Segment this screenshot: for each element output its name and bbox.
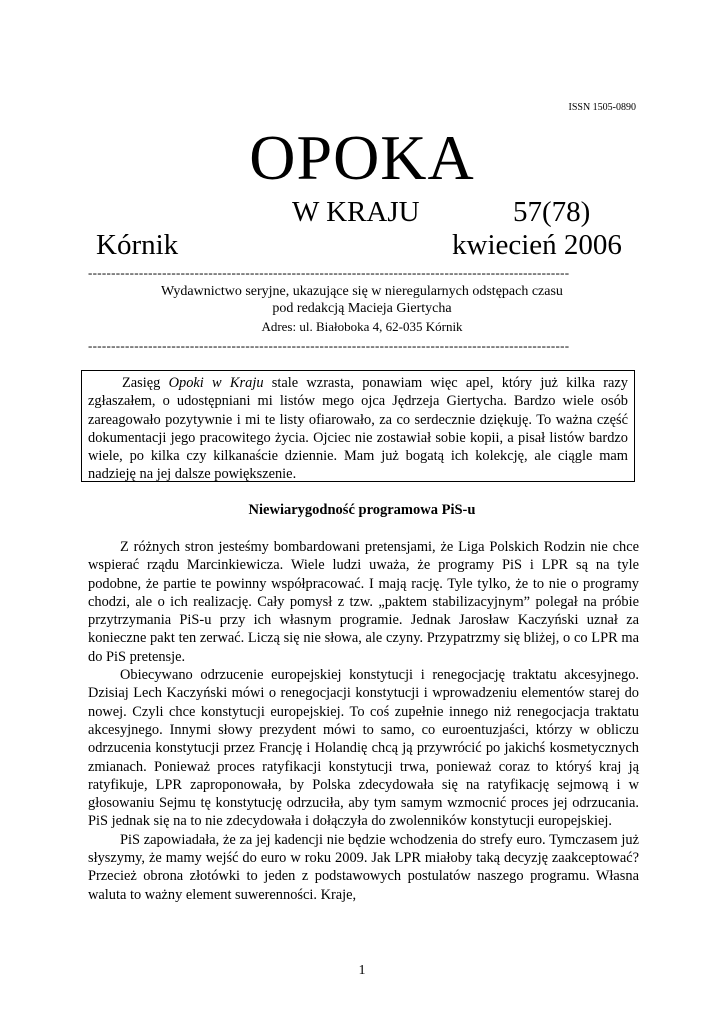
notice-box [81, 370, 635, 482]
notice-text-start: Zasięg [122, 375, 169, 391]
dashed-divider-top: -------------------------------------------------------------------------------------------------------- [88, 266, 570, 280]
article-heading: Niewiarygodność programowa PiS-u [248, 502, 476, 518]
notice-text [88, 374, 628, 484]
issue-number: 57(78) [513, 196, 591, 228]
publisher-line-2: pod redakcją Macieja Giertycha [272, 301, 452, 316]
publication-date: kwiecień 2006 [452, 229, 622, 261]
masthead-subtitle: W KRAJU [292, 196, 420, 228]
issn-number: ISSN 1505-0890 [568, 102, 636, 113]
page-number: 1 [358, 963, 366, 978]
article-body [88, 538, 639, 904]
masthead-title: OPOKA [249, 122, 475, 193]
publication-city: Kórnik [96, 229, 179, 261]
publisher-line-1: Wydawnictwo seryjne, ukazujące się w nieregularnych odstępach czasu [161, 284, 563, 299]
article-paragraph-2: Obiecywano odrzucenie europejskiej konstytucji i renegocjację traktatu akcesyjnego. Dzisiaj Lech Kaczyński mówi o renegocjacji konstytucji i wprowadzeniu elementów starej do nowej. Czyli chce konstytucji europejskiej. To coś zupełnie innego niż renegocjacja traktatu akcesyjnego. Innymi słowy prezydent mówi to samo, co euroentuzjaści, którzy w obliczu odrzucenia konstytucji przez Francję i Holandię chcą ją przywrócić po jakichś kosmetycznych zmianach. Ponieważ proces ratyfikacji konstytucji trwa, ponieważ coraz to któryś kraj ją ratyfikuje, LPR zaproponowała, by Polska zdecydowała się na ratyfikację sejmową i w głosowaniu Sejmu tę konstytucję odrzuciła, aby tym samym wzmocnić proces jej odrzucania. PiS jednak się na to nie zdecydowała i dołączyła do zwolenników konstytucji europejskiej. [88, 667, 639, 830]
article-paragraph-3: PiS zapowiadała, że za jej kadencji nie będzie wchodzenia do strefy euro. Tymczasem już słyszymy, że mamy wejść do euro w roku 2009. Jak LPR miałoby taką decyzję zaakceptować? Przecież obrona złotówki to jeden z podstawowych postulatów naszego programu. Własna waluta to ważny element suwerenności. Kraje, [88, 831, 639, 903]
publisher-address: Adres: ul. Białoboka 4, 62-035 Kórnik [261, 319, 463, 334]
article-paragraph-1: Z różnych stron jesteśmy bombardowani pretensjami, że Liga Polskich Rodzin nie chce wspierać rządu Marcinkiewicza. Wiele ludzi uważa, że programy PiS i LPR są na tyle podobne, że partie te powinny współpracować. I mają rację. Tyle tylko, że to nie o programy chodzi, ale o ich realizację. Cały pomysł z tzw. „paktem stabilizacyjnym” polegał na próbie przytrzymania PiS-u przy ich własnym programie. Jednak Jarosław Kaczyński uznał za konieczne pakt ten zerwać. Liczą się nie słowa, ale czyny. Przypatrzmy się bliżej, o co LPR ma do PiS pretensje. [88, 539, 639, 665]
notice-italic-title: Opoki w Kraju [168, 375, 264, 391]
notice-text-rest: stale wzrasta, ponawiam więc apel, który już kilka razy zgłaszałem, o udostępniani mi listów mego ojca Jędrzeja Giertycha. Bardzo wiele osób zareagowało pozytywnie i mi te listy ofiarowało, za co serdecznie dziękuję. To ważna część dokumentacji jego pracowitego życia. Ojciec nie zostawiał sobie kopii, a pisał listów bardzo wiele, po kilka czy kilkanaście dziennie. Mam już bogatą ich kolekcję, ale ciągle mam nadzieję na jej dalsze powiększenie. [88, 375, 628, 483]
dashed-divider-bottom: -------------------------------------------------------------------------------------------------------- [88, 339, 570, 353]
